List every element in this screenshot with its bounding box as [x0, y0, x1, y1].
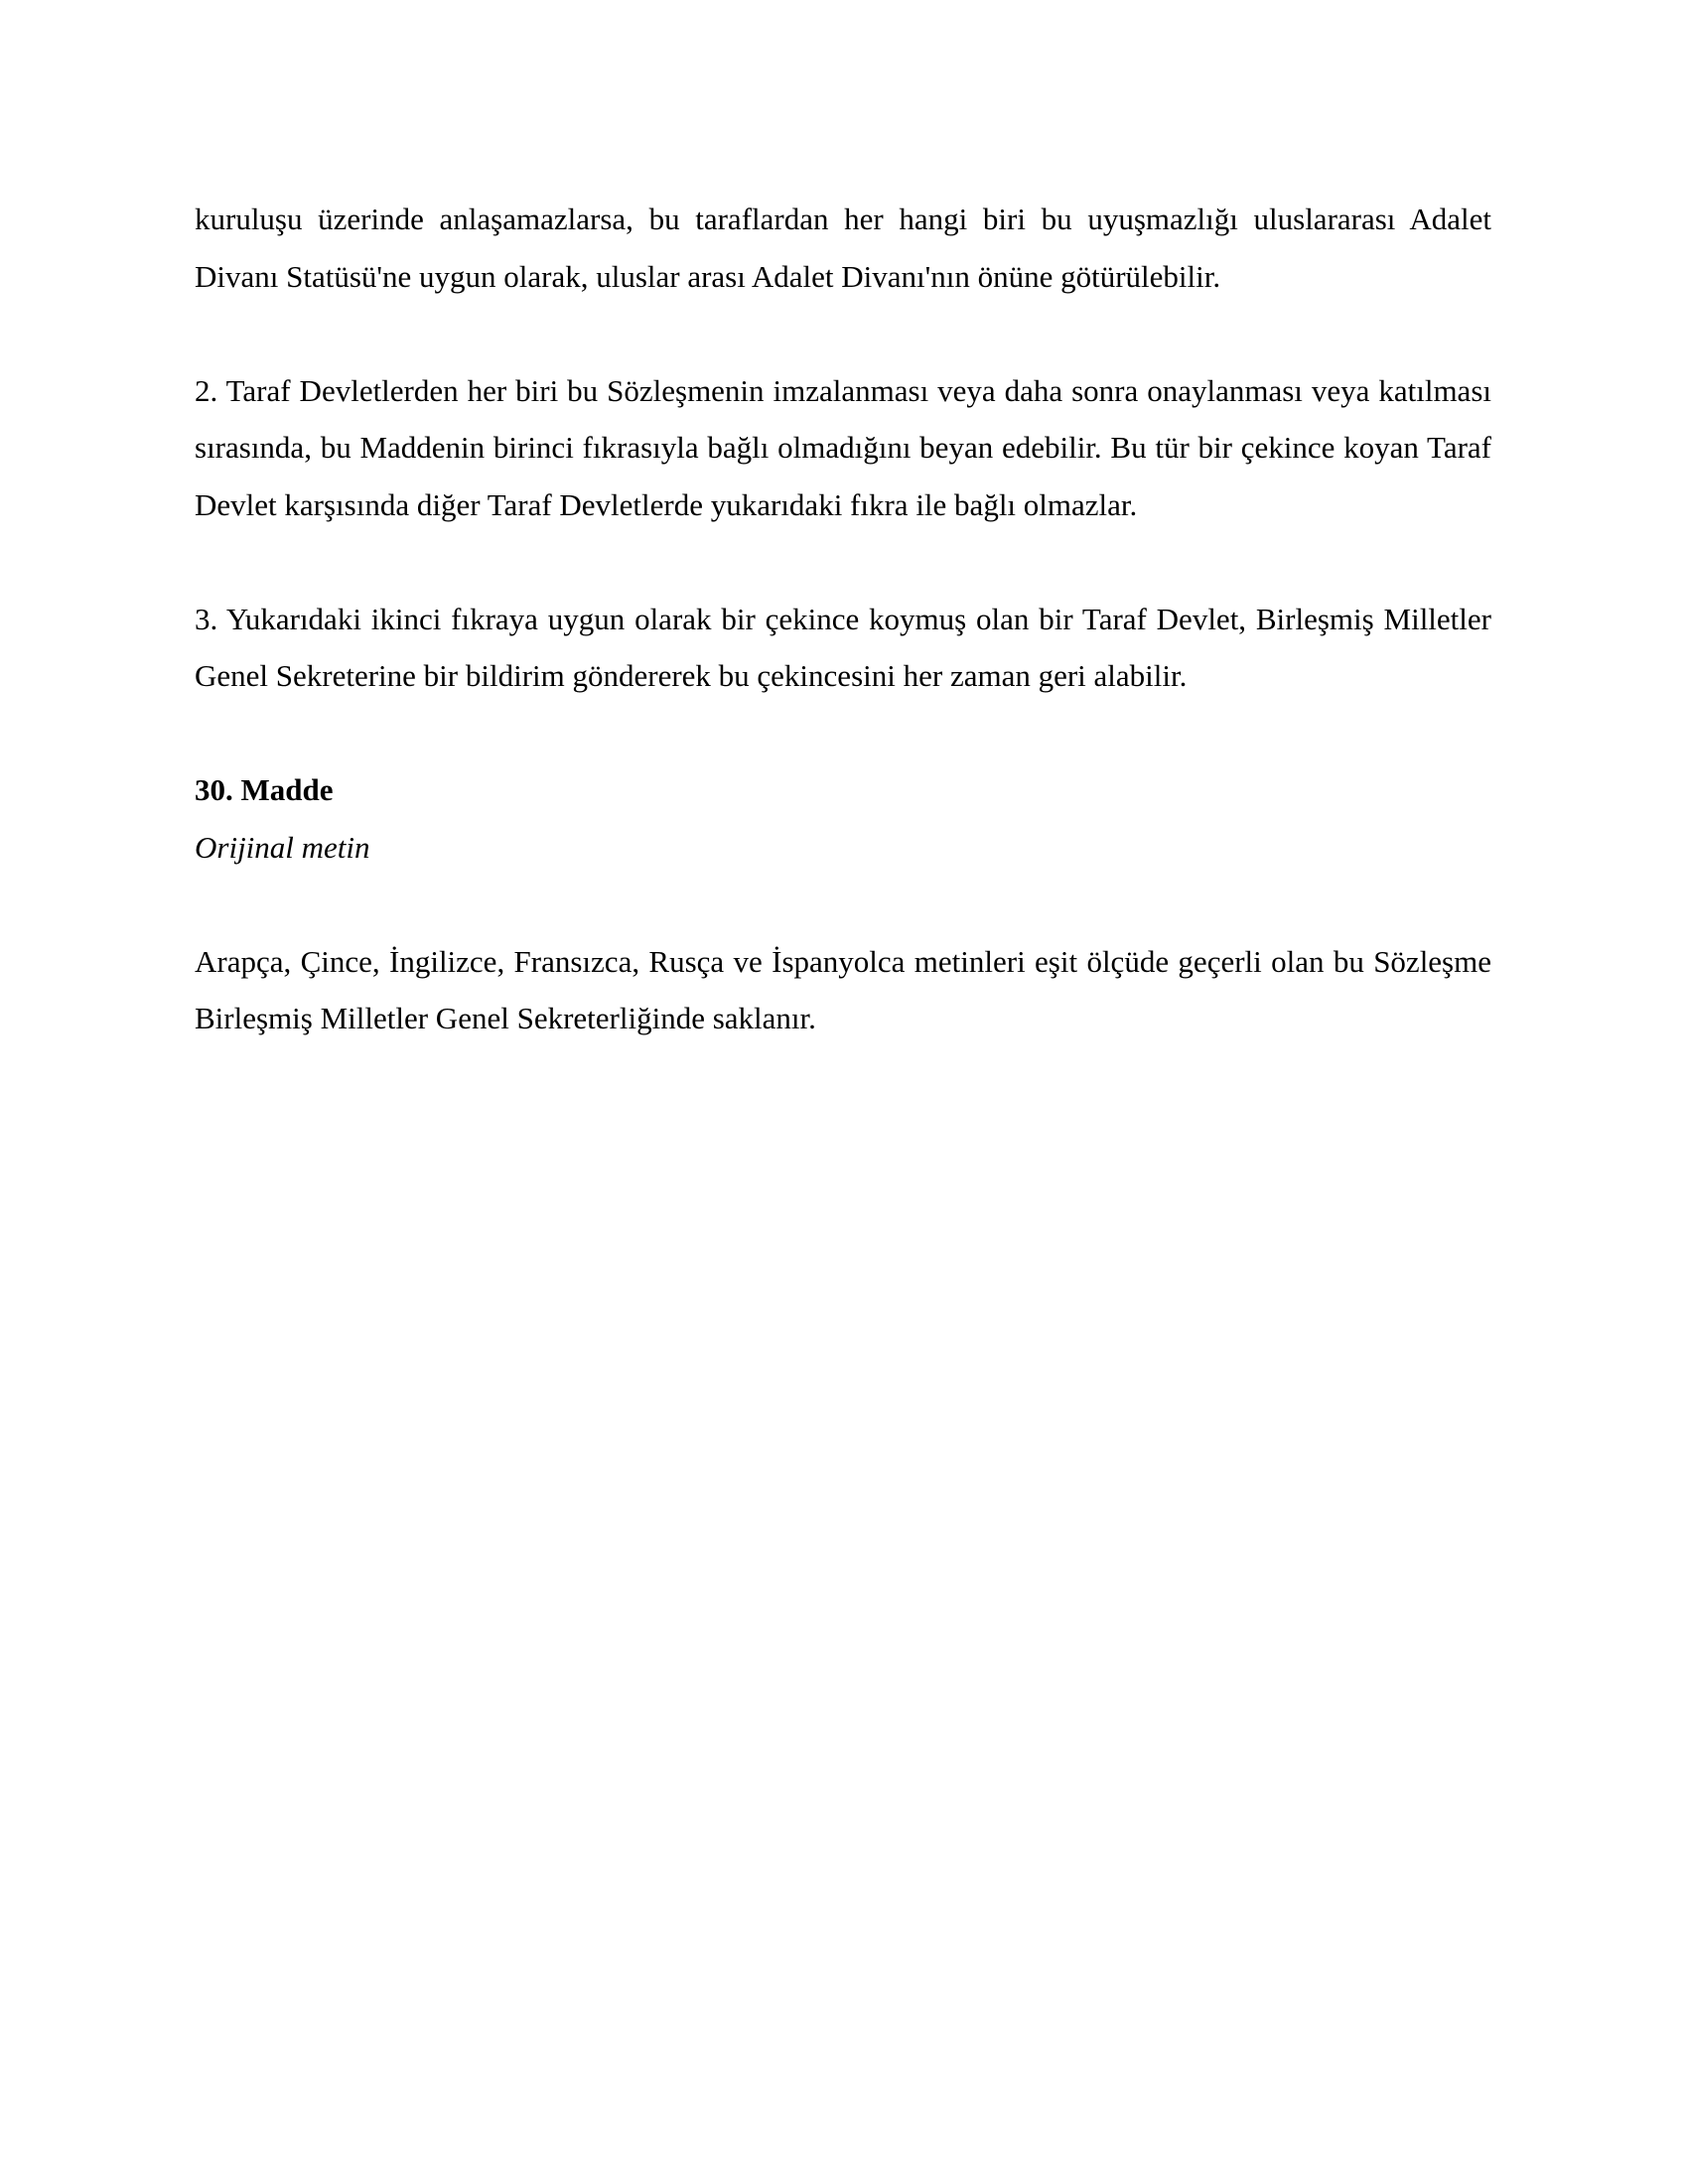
paragraph-spacer: [195, 705, 1491, 762]
paragraph-original-text: Arapça, Çince, İngilizce, Fransızca, Rusça ve İspanyolca metinleri eşit ölçüde geçerli olan bu Sözleşme Birleşmiş Milletler Genel Sekreterliğinde saklanır.: [195, 943, 1491, 1035]
document-body: [195, 191, 1491, 1047]
paragraph-spacer: [195, 876, 1491, 933]
paragraph-3: 3. Yukarıdaki ikinci fıkraya uygun olarak bir çekince koymuş olan bir Taraf Devlet, Birleşmiş Milletler Genel Sekreterine bir bildirim göndererek bu çekincesini her zaman geri alabilir.: [195, 601, 1491, 693]
paragraph-spacer: [195, 305, 1491, 362]
article-heading: 30. Madde: [195, 772, 334, 807]
article-subheading: Orijinal metin: [195, 829, 370, 865]
paragraph-continuation: kuruluşu üzerinde anlaşamazlarsa, bu taraflardan her hangi biri bu uyuşmazlığı uluslararası Adalet Divanı Statüsü'ne uygun olarak, uluslar arası Adalet Divanı'nın önüne götürülebilir.: [195, 202, 1491, 294]
paragraph-spacer: [195, 533, 1491, 591]
paragraph-2: 2. Taraf Devletlerden her biri bu Sözleşmenin imzalanması veya daha sonra onaylanması veya katılması sırasında, bu Maddenin birinci fıkrasıyla bağlı olmadığını beyan edebilir. Bu tür bir çekince koyan Taraf Devlet karşısında diğer Taraf Devletlerde yukarıdaki fıkra ile bağlı olmazlar.: [195, 372, 1491, 522]
